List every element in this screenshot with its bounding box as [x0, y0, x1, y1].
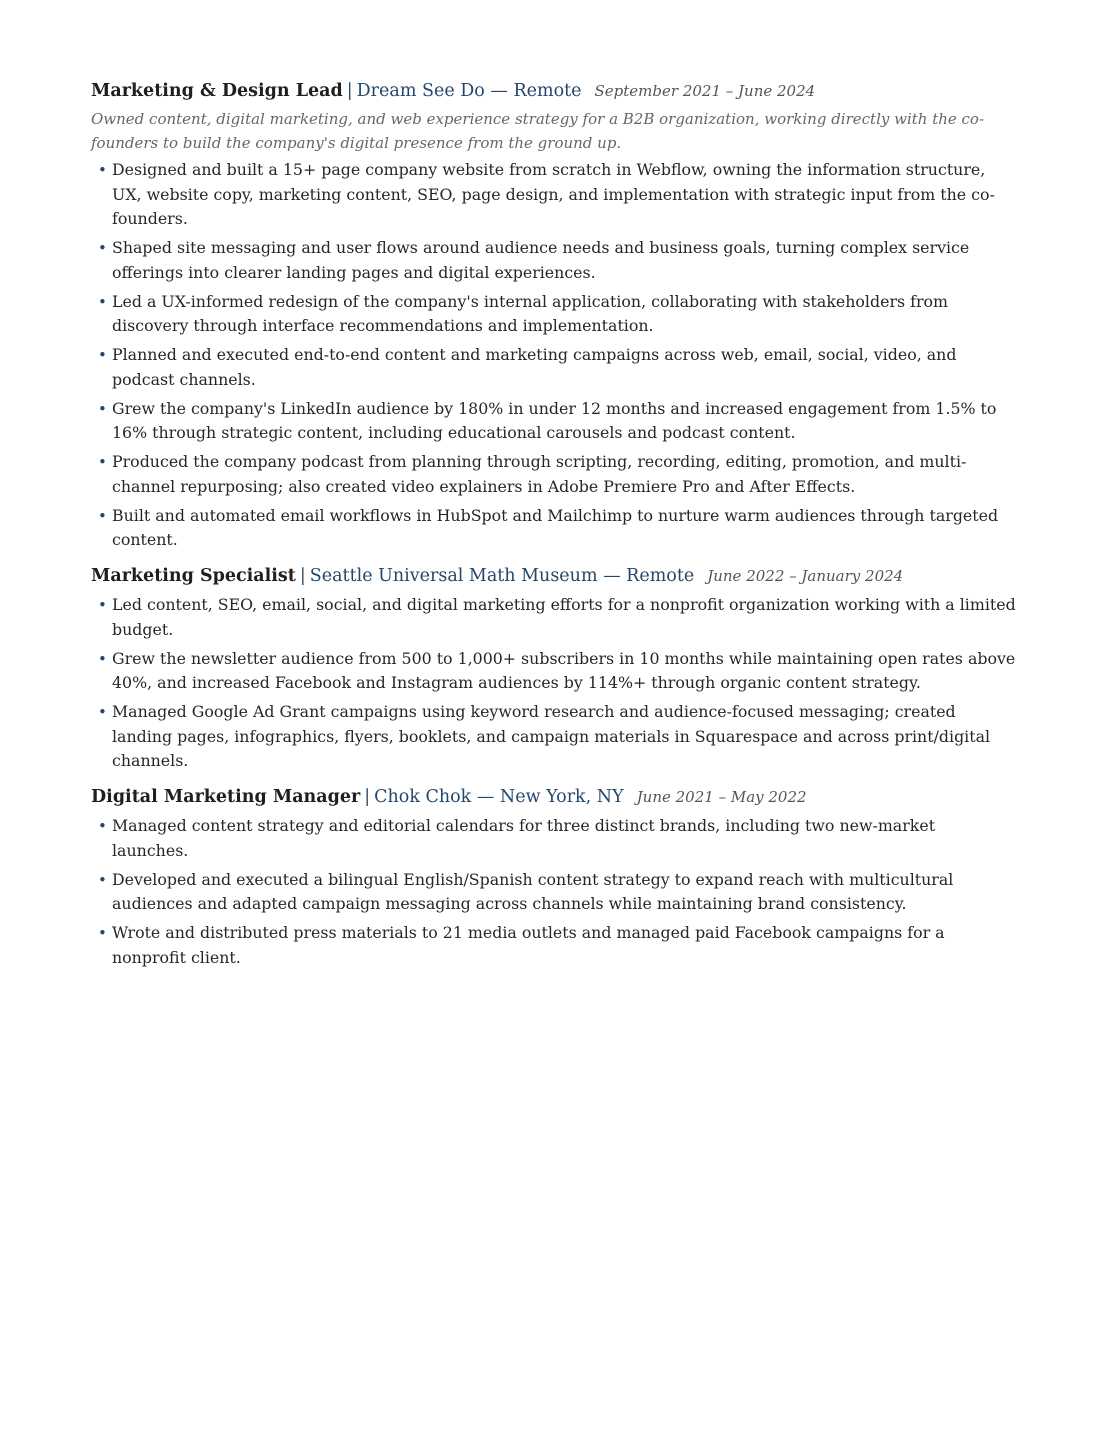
job-entry	[91, 78, 1016, 553]
job-entry	[91, 784, 1016, 971]
bullet-list	[91, 814, 1016, 970]
bullet-text: Designed and built a 15+ page company website from scratch in Webflow, owning the information structure, UX, website copy, marketing content, SEO, page design, and implementation with strategic input from the co-founders.	[112, 160, 995, 228]
bullet-text: Managed Google Ad Grant campaigns using keyword research and audience-focused messaging; created landing pages, infographics, flyers, booklets, and campaign materials in Squarespace and across print/digital channels.	[112, 702, 991, 770]
bullet-text: Led content, SEO, email, social, and digital marketing efforts for a nonprofit organization working with a limited budget.	[112, 595, 1016, 639]
bullet-icon: •	[98, 703, 107, 721]
job-dates: June 2021 – May 2022	[636, 787, 807, 806]
bullet-list	[91, 593, 1016, 774]
bullet-text: Grew the company's LinkedIn audience by 180% in under 12 months and increased engagement from 1.5% to 16% through strategic content, including educational carousels and podcast content.	[112, 398, 997, 442]
company-location: Seattle Universal Math Museum — Remote	[309, 565, 695, 586]
bullet-icon: •	[98, 239, 107, 257]
bullet-icon: •	[98, 453, 107, 471]
separator: |	[346, 81, 353, 101]
job-header	[91, 784, 1016, 810]
job-header	[91, 563, 1016, 589]
job-header	[91, 78, 1016, 104]
job-title: Marketing & Design Lead	[91, 81, 343, 101]
bullet-list	[91, 158, 1016, 553]
list-item	[91, 504, 1016, 553]
bullet-text: Developed and executed a bilingual English/Spanish content strategy to expand reach with multicultural audiences and adapted campaign messaging across channels while maintaining brand consistency.	[112, 869, 954, 913]
bullet-text: Managed content strategy and editorial calendars for three distinct brands, including two new-market launches.	[112, 816, 936, 860]
list-item	[91, 921, 1016, 970]
bullet-icon: •	[98, 870, 107, 889]
job-entry	[91, 563, 1016, 774]
bullet-icon: •	[98, 292, 107, 311]
list-item	[91, 158, 1016, 232]
list-item	[91, 814, 1016, 863]
job-dates: September 2021 – June 2024	[594, 82, 816, 100]
list-item	[91, 700, 1016, 774]
bullet-icon: •	[98, 596, 107, 614]
job-title: Digital Marketing Manager	[91, 786, 361, 807]
separator: |	[364, 786, 371, 807]
job-summary: Owned content, digital marketing, and web experience strategy for a B2B organization, working directly with the co-founders to build the company's digital presence from the ground up.	[91, 110, 985, 152]
bullet-icon: •	[98, 924, 107, 942]
bullet-text: Grew the newsletter audience from 500 to 1,000+ subscribers in 10 months while maintaining open rates above 40%, and increased Facebook and Instagram audiences by 114%+ through organic content strategy.	[112, 648, 1016, 692]
list-item	[91, 450, 1016, 499]
company-location: Chok Chok — New York, NY	[374, 786, 624, 807]
bullet-text: Wrote and distributed press materials to 21 media outlets and managed paid Facebook campaigns for a nonprofit client.	[112, 923, 945, 967]
list-item	[91, 647, 1016, 696]
bullet-icon: •	[98, 649, 107, 668]
job-title: Marketing Specialist	[91, 565, 296, 586]
separator: |	[299, 565, 306, 586]
bullet-icon: •	[98, 506, 107, 525]
bullet-text: Planned and executed end-to-end content and marketing campaigns across web, email, social, video, and podcast channels.	[112, 345, 957, 389]
bullet-icon: •	[98, 161, 107, 179]
bullet-text: Led a UX-informed redesign of the company's internal application, collaborating with stakeholders from discovery through interface recommendations and implementation.	[112, 291, 949, 335]
list-item	[91, 593, 1016, 642]
resume-experience-section	[91, 78, 1016, 980]
list-item	[91, 290, 1016, 339]
bullet-text: Shaped site messaging and user flows around audience needs and business goals, turning complex service offerings into clearer landing pages and digital experiences.	[112, 238, 970, 282]
company-location: Dream See Do — Remote	[356, 81, 582, 101]
bullet-text: Produced the company podcast from planning through scripting, recording, editing, promotion, and multi-channel repurposing; also created video explainers in Adobe Premiere Pro and After Effects.	[112, 452, 967, 496]
list-item	[91, 868, 1016, 917]
bullet-icon: •	[98, 399, 107, 418]
job-dates: June 2022 – January 2024	[707, 566, 904, 585]
bullet-icon: •	[98, 346, 107, 364]
bullet-text: Built and automated email workflows in HubSpot and Mailchimp to nurture warm audiences through targeted content.	[112, 505, 999, 549]
list-item	[91, 236, 1016, 285]
bullet-icon: •	[98, 817, 107, 835]
list-item	[91, 343, 1016, 392]
list-item	[91, 397, 1016, 446]
